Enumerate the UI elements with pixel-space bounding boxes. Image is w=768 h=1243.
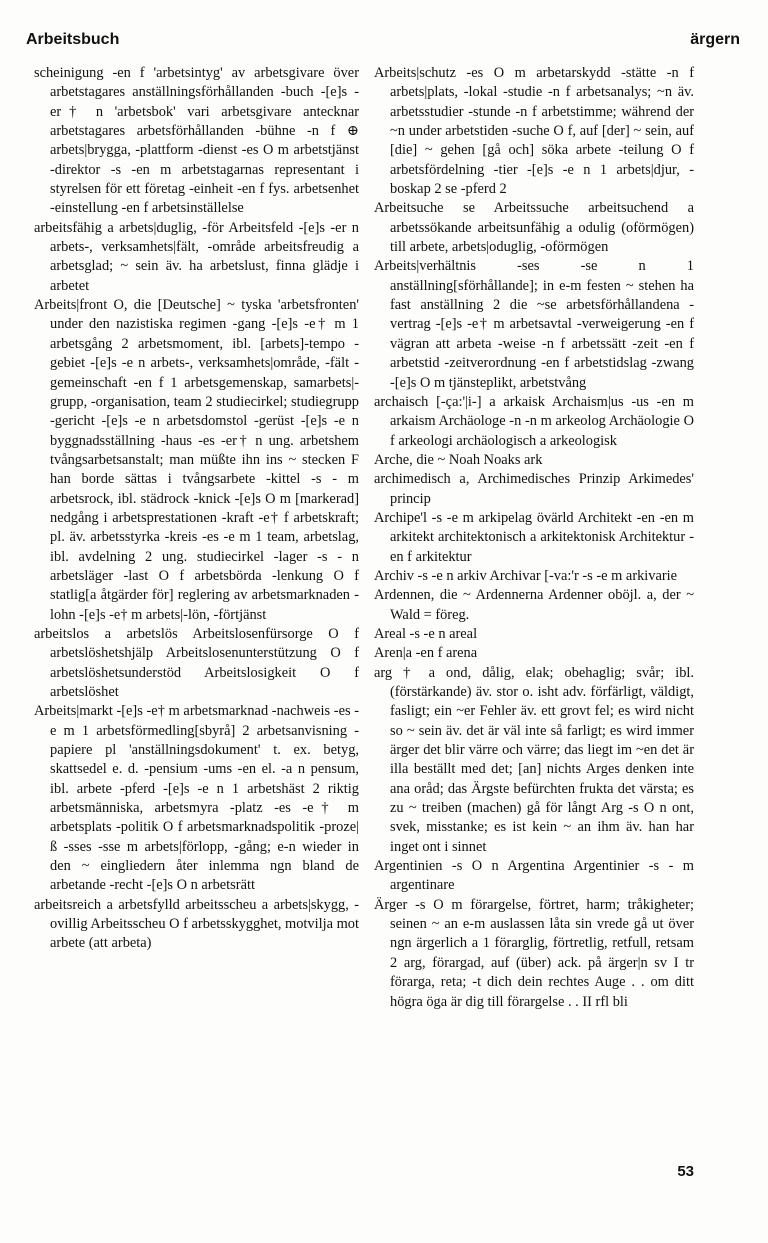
entry: arbeitsfähig a arbets|duglig, -för Arbeitsfeld -[e]s -er n arbets-, verksamhets|fält, -område arbeitsfreudig a arbetsglad; ~ sein äv. ha arbetslust, finna glädje i arbetet	[34, 219, 359, 294]
page-number: 53	[677, 1163, 694, 1180]
entry: Arche, die ~ Noah Noaks ark	[374, 451, 543, 468]
entry: Arbeits|front O, die [Deutsche] ~ tyska 'arbetsfronten' under den nazistiska regimen -gang -[e]s -e† m 1 arbetsgång 2 arbetsmoment, ibl. [arbets]-tempo -gebiet -[e]s -e n arbets-, verksamhets|område, -fält -gemeinschaft -en f 1 arbetsgemenskap, samarbets|-grupp, -organisation, team 2 studiecirkel; studiegrupp -gericht -[e]s -e n arbetsdomstol -gerüst -[e]s -e n byggnadsställning -haus -es -er† n ung. arbetshem tvångsarbetsanstalt; man müßte ihn ins ~ stecken F han borde sättas i tvångsarbete -kittel -s - m arbetsrock, ibl. städrock -knick -[e]s O m [markerad] nedgång i arbetsprestationen -kraft -e† f arbetskraft; pl. äv. arbetsstyrka -kreis -es -e m 1 team, arbetslag, ibl. avdelning 2 ung. studiecirkel -lager -s - n arbetsläger -last O f arbetsbörda -lenkung O f statlig[a åtgärder för] reglering av arbetsmarknaden -lohn -[e]s -e† m arbets|-lön, -förtjänst	[34, 297, 359, 623]
entry: arbeitslos a arbetslös Arbeitslosenfürsorge O f arbetslöshetshjälp Arbeitslosenunterstützung O f arbetslöshetsunderstöd Arbeitslosigkeit O f arbetslöshet	[34, 625, 359, 700]
entry: Argentinien -s O n Argentina Argentinier -s - m argentinare	[374, 858, 694, 894]
entry: scheinigung -en f 'arbetsintyg' av arbetsgivare över arbetstagares anställningsförhållanden -buch -[e]s -er† n 'arbetsbok' vari arbetsgivare antecknar arbetstagares arbetsförhållanden -bühne -n f ⊕ arbets|brygga, -plattform -dienst -es O m arbetstjänst -direktor -s -en m arbetstagarnas representant i styrelsen för ett företag -einheit -en f fys. arbetsenhet -einstellung -en f arbetsinställelse	[34, 65, 359, 217]
entry: Archipe'l -s -e m arkipelag övärld Architekt -en -en m arkitekt architektonisch a arkitektonisk Architektur -en f arkitektur	[374, 509, 694, 565]
entry: Arbeits|verhältnis -ses -se n 1 anställning[sförhållande]; in e-m festen ~ stehen ha fast anställning 2 die ~se arbetsförhållandena -vertrag -[e]s -e† m arbetsavtal -verweigerung -en f vägran att arbeta -weise -n f arbetssätt -zeit -en f arbetstid -zeitverordnung -en f arbetstidslag -zwang -[e]s O m tjänsteplikt, arbetstvång	[374, 258, 694, 391]
entry: Arbeitsuche se Arbeitssuche arbeitsuchend a arbetssökande arbeitsunfähig a odulig (oförmögen) till arbete, arbets|oduglig, -oförmögen	[374, 200, 694, 256]
entry: arbeitsreich a arbetsfylld arbeitsscheu a arbets|skygg, -ovillig Arbeitsscheu O f arbetsskygghet, motvilja mot arbete (att arbeta)	[34, 896, 359, 952]
left-column	[34, 64, 359, 954]
entry: Areal -s -e n areal	[374, 625, 478, 642]
entry: archaisch [-ça:'|i-] a arkaisk Archaism|us -us -en m arkaism Archäologe -n -n m arkeolog Archäologie O f arkeologi archäologisch a arkeologisk	[374, 393, 694, 449]
entry: Ardennen, die ~ Ardennerna Ardenner oböjl. a, der ~ Wald = föreg.	[374, 587, 694, 623]
entry: arg † a ond, dålig, elak; obehaglig; svår; ibl. (förstärkande) äv. stor o. isht adv. förfärligt, väldigt, fasligt; ein ~er Fehler äv. ett grovt fel; es wird nicht so ~ sein äv. det är väl inte så farligt; es wird immer ärger det blir värre och värre; das liegt im ~en det är illa beställt med det; [an] nichts Arges denken inte ana oråd; das Ärgste befürchten frukta det värsta; es zu ~ treiben (machen) gå för långt Arg -s O n ont, svek, misstanke; es ist kein ~ an ihm äv. han har inget ont i sinnet	[374, 664, 694, 855]
entry: Archiv -s -e n arkiv Archivar [-va:'r -s -e m arkivarie	[374, 567, 678, 584]
header-right-word: ärgern	[690, 31, 740, 48]
header-left-word: Arbeitsbuch	[26, 31, 120, 48]
entry: Arbeits|markt -[e]s -e† m arbetsmarknad -nachweis -es -e m 1 arbetsförmedling[sbyrå] 2 arbetsanvisning -papiere pl 'anställningsdokument' t. ex. betyg, skattsedel e. d. -pensium -ums -en el. -a n pensum, ibl. arbete -pferd -[e]s -e n 1 arbetshäst 2 riktig arbetsmänniska, arbetsmyra -platz -es -e† m arbetsplats -politik O f arbetsmarknadspolitik -proze|ß -sses -sse m arbets|förlopp, -gång; e-n wieder in den ~ eingliedern åter inlemma ngn bland de arbetande -recht -[e]s O n arbetsrätt	[34, 703, 359, 894]
entry: Arbeits|schutz -es O m arbetarskydd -stätte -n f arbets|plats, -lokal -studie -n f arbetsanalys; ~n äv. arbetsstudier -stunde -n f arbetstimme; während der ~n under arbetstiden -suche O f, auf [der] ~ sein, auf [die] ~ gehen [gå och] söka arbete -teilung O f arbetsfördelning -tier -[e]s -e n 1 arbets|djur, -boskap 2 se -pferd 2	[374, 65, 694, 198]
entry: Aren|a -en f arena	[374, 645, 478, 662]
right-column	[374, 64, 694, 1012]
entry: Ärger -s O m förargelse, förtret, harm; tråkigheter; seinen ~ an e-m auslassen låta sin vrede gå ut över ngn ärgerlich a 1 förarglig, förtretlig, retfull, retsam 2 arg, förargad, auf (über) ack. på ärger|n sv I tr förarga, reta; -t dich dein rechtes Auge . . om ditt högra öga är dig till förargelse . . II rfl bli	[374, 896, 694, 1010]
entry: archimedisch a, Archimedisches Prinzip Arkimedes' princip	[374, 471, 694, 507]
